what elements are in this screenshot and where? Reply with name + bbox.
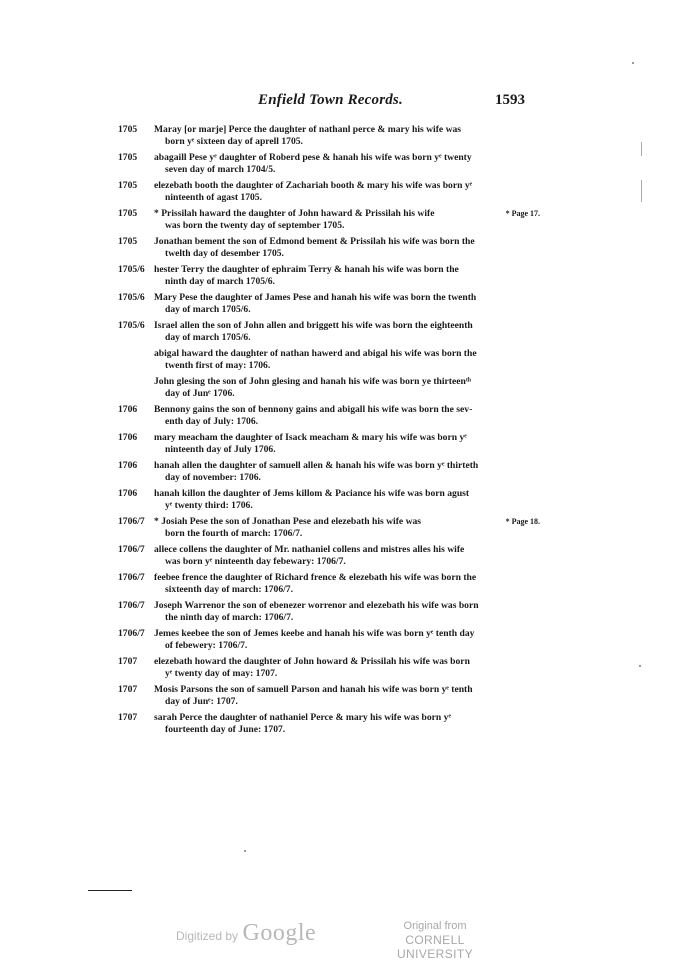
record-year: 1707 — [118, 656, 138, 667]
record-entry — [118, 376, 534, 400]
record-entry — [118, 236, 534, 260]
record-entry — [118, 208, 540, 232]
record-entry — [118, 264, 534, 288]
record-first-line: Maray [or marje] Perce the daughter of nathanl perce & mary his wife was — [154, 124, 462, 135]
record-continuation: twelth day of desember 1705. — [165, 248, 284, 259]
record-first-line: mary meacham the daughter of Isack meacham & mary his wife was born yᵉ — [154, 432, 467, 443]
record-text — [154, 516, 534, 540]
record-entry — [118, 656, 534, 680]
record-continuation: seven day of march 1704/5. — [165, 164, 276, 175]
record-continuation: ninteenth of agast 1705. — [165, 192, 263, 203]
record-continuation: ninteenth day of July 1706. — [165, 444, 276, 455]
record-continuation: was born the twenty day of september 1705. — [165, 220, 345, 231]
page-number: 1593 — [495, 92, 525, 108]
digitized-prefix: Digitized by — [176, 929, 239, 943]
record-entry — [118, 572, 534, 596]
record-first-line: * Josiah Pese the son of Jonathan Pese and elezebath his wife was — [154, 516, 422, 527]
original-from-label: Original from — [403, 920, 467, 932]
record-first-line: elezebath booth the daughter of Zachariah booth & mary his wife was born yᵉ — [154, 180, 473, 191]
record-year: 1705/6 — [118, 320, 145, 331]
record-continuation: of febewery: 1706/7. — [165, 640, 248, 651]
record-continuation: the ninth day of march: 1706/7. — [165, 612, 294, 623]
record-continuation: fourteenth day of June: 1707. — [165, 724, 286, 735]
record-continuation: day of march 1705/6. — [165, 332, 251, 343]
record-text — [154, 376, 534, 400]
record-text — [154, 152, 534, 176]
record-first-line: allece collens the daughter of Mr. nathaniel collens and mistres alles his wife — [154, 544, 465, 555]
record-first-line: Jemes keebee the son of Jemes keebe and hanah his wife was born yᵉ tenth day — [154, 628, 475, 639]
record-year: 1706 — [118, 488, 138, 499]
record-text — [154, 460, 534, 484]
record-text — [154, 572, 534, 596]
record-entry — [118, 320, 534, 344]
record-entry — [118, 292, 534, 316]
record-text — [154, 208, 534, 232]
record-text — [154, 404, 534, 428]
record-first-line: abigal haward the daughter of nathan hawerd and abigal his wife was born the — [154, 348, 477, 359]
record-text — [154, 320, 534, 344]
record-entry — [118, 516, 540, 540]
record-entry — [118, 488, 534, 512]
record-continuation: yᵉ twenty day of may: 1707. — [165, 668, 278, 679]
record-continuation: yᵉ twenty third: 1706. — [165, 500, 253, 511]
record-entry — [118, 152, 534, 176]
birth-records-list — [118, 124, 540, 740]
record-year: 1705 — [118, 236, 138, 247]
record-first-line: feebee frence the daughter of Richard frence & elezebath his wife was born the — [154, 572, 477, 583]
record-text — [154, 236, 534, 260]
record-entry — [118, 124, 534, 148]
record-entry — [118, 544, 534, 568]
record-text — [154, 264, 534, 288]
record-continuation: day of Junᵉ: 1707. — [165, 696, 238, 707]
record-first-line: * Prissilah haward the daughter of John haward & Prissilah his wife — [154, 208, 435, 219]
record-year: 1706/7 — [118, 600, 145, 611]
record-continuation: was born yᵉ ninteenth day febewary: 1706/7. — [165, 556, 346, 567]
record-text — [154, 124, 534, 148]
record-text — [154, 180, 534, 204]
record-year: 1707 — [118, 684, 138, 695]
record-first-line: elezebath howard the daughter of John howard & Prissilah his wife was born — [154, 656, 470, 667]
record-entry — [118, 432, 534, 456]
running-title: Enfield Town Records. — [258, 92, 403, 108]
record-first-line: hanah killon the daughter of Jems killom & Paciance his wife was born agust — [154, 488, 470, 499]
record-year: 1706 — [118, 432, 138, 443]
scan-speck — [632, 62, 634, 64]
record-entry — [118, 460, 534, 484]
record-first-line: abagaill Pese yᵉ daughter of Roberd pese & hanah his wife was born yᵉ twenty — [154, 152, 472, 163]
record-year: 1706/7 — [118, 572, 145, 583]
record-continuation: day of march 1705/6. — [165, 304, 251, 315]
record-year: 1706 — [118, 460, 138, 471]
record-text — [154, 488, 534, 512]
scan-mark — [641, 180, 642, 202]
record-first-line: John glesing the son of John glesing and hanah his wife was born ye thirteenᵗʰ — [154, 376, 472, 387]
record-year: 1706 — [118, 404, 138, 415]
record-entry — [118, 180, 534, 204]
scan-speck — [639, 665, 641, 667]
record-year: 1706/7 — [118, 544, 145, 555]
record-entry — [118, 348, 534, 372]
record-year: 1707 — [118, 712, 138, 723]
record-year: 1705 — [118, 152, 138, 163]
scan-speck — [244, 850, 246, 852]
record-text — [154, 684, 534, 708]
record-first-line: Jonathan bement the son of Edmond bement & Prissilah his wife was born the — [154, 236, 475, 247]
record-first-line: sarah Perce the daughter of nathaniel Perce & mary his wife was born yᵉ — [154, 712, 451, 723]
record-year: 1705/6 — [118, 292, 145, 303]
record-text — [154, 712, 534, 736]
record-first-line: Joseph Warrenor the son of ebenezer worrenor and elezebath his wife was born — [154, 600, 479, 611]
record-entry — [118, 600, 534, 624]
record-text — [154, 432, 534, 456]
record-first-line: hester Terry the daughter of ephraim Terry & hanah his wife was born the — [154, 264, 459, 275]
record-year: 1705 — [118, 180, 138, 191]
record-continuation: enth day of July: 1706. — [165, 416, 259, 427]
record-continuation: born the fourth of march: 1706/7. — [165, 528, 303, 539]
record-year: 1705 — [118, 124, 138, 135]
record-continuation: day of november: 1706. — [165, 472, 261, 483]
record-text — [154, 544, 534, 568]
google-wordmark: Google — [242, 920, 317, 946]
margin-rule — [88, 890, 132, 891]
source-institution: CORNELL UNIVERSITY — [396, 933, 473, 961]
record-text — [154, 292, 534, 316]
record-entry — [118, 404, 534, 428]
scan-mark — [641, 142, 642, 156]
record-text — [154, 628, 534, 652]
record-entry — [118, 628, 534, 652]
record-continuation: sixteenth day of march: 1706/7. — [165, 584, 293, 595]
record-text — [154, 600, 534, 624]
record-continuation: day of Junᵉ 1706. — [165, 388, 235, 399]
record-first-line: Bennony gains the son of bennony gains and abigall his wife was born the sev- — [154, 404, 473, 415]
record-continuation: ninth day of march 1705/6. — [165, 276, 275, 287]
record-first-line: Mary Pese the daughter of James Pese and hanah his wife was born the twenth — [154, 292, 477, 303]
record-year: 1706/7 — [118, 628, 145, 639]
record-year: 1705/6 — [118, 264, 145, 275]
record-continuation: twenth first of may: 1706. — [165, 360, 271, 371]
record-entry — [118, 684, 534, 708]
record-entry — [118, 712, 534, 736]
record-first-line: Mosis Parsons the son of samuell Parson and hanah his wife was born yᵉ tenth — [154, 684, 473, 695]
digitized-by-google-mark — [176, 920, 316, 947]
page-marker: * Page 18. — [505, 517, 540, 526]
record-first-line: Israel allen the son of John allen and briggett his wife was born the eighteenth — [154, 320, 473, 331]
record-text — [154, 348, 534, 372]
page-marker: * Page 17. — [505, 209, 540, 218]
page-header — [0, 92, 680, 114]
record-year: 1705 — [118, 208, 138, 219]
record-text — [154, 656, 534, 680]
record-year: 1706/7 — [118, 516, 145, 527]
record-first-line: hanah allen the daughter of samuell allen & hanah his wife was born yᵉ thirteth — [154, 460, 479, 471]
record-continuation: born yᵉ sixteen day of aprell 1705. — [165, 136, 303, 147]
original-from-mark — [380, 920, 490, 961]
